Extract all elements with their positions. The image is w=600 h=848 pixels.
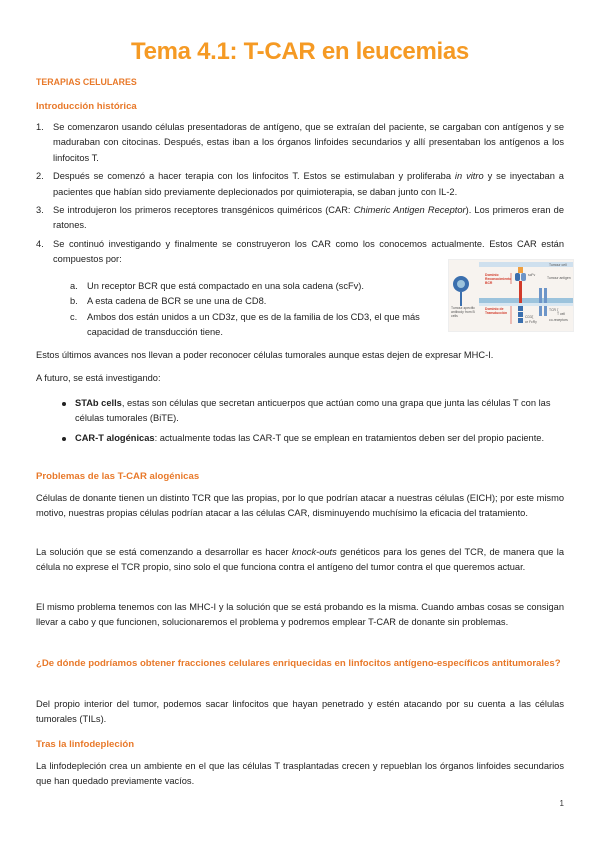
bullet-item	[58, 396, 564, 427]
bullet-bold: CAR-T alogénicas	[75, 432, 155, 443]
sub-list-letter: a.	[70, 281, 78, 291]
figure-label: TCR ζ	[549, 308, 559, 312]
paragraph-text-italic: knock-outs	[291, 547, 337, 557]
car-components-list	[70, 279, 442, 341]
list-text: Se introdujeron los primeros receptores transgénicos quiméricos (CAR:	[53, 205, 354, 216]
sub-list-item	[70, 294, 442, 309]
intro-list	[36, 120, 564, 268]
list-text: ). Los primeros eran de ratones.	[53, 205, 565, 231]
lympho-paragraph: La linfodepleción crea un ambiente en el que las células T trasplantadas crecen y repueblan los órganos linfoides secundarios que han quedado previamente vacíos.	[36, 761, 564, 787]
figure-label: scFv	[528, 273, 536, 277]
paragraph-futuro: A futuro, se está investigando:	[36, 373, 161, 383]
question-paragraph: Del propio interior del tumor, podemos sacar linfocitos que hayan penetrado y estén atacando por su cuenta a las células tumorales (TILs).	[36, 699, 564, 725]
bullet-text: : actualmente todas las CAR-T que se emplean en tratamientos deben ser del propio paciente.	[154, 432, 545, 443]
problems-paragraph-3: El mismo problema tenemos con las MHC-I y la solución que se está probando es la misma. Cuando ambas cosas se consigan llevar a cabo y que funcionen, solucionaremos el problema y podremos emplear T-CAR de donante sin problemas.	[36, 602, 564, 628]
figure-label: Dominio	[485, 273, 499, 277]
figure-label: Tumour-specific antibody from B cells	[451, 306, 475, 318]
figure-label: Reconocimiento	[485, 277, 512, 281]
figure-label: CD3ζ	[525, 315, 534, 319]
paragraph-mhc: Estos últimos avances nos llevan a poder reconocer células tumorales aunque estas dejen de expresar MHC-I.	[36, 350, 494, 360]
sub-list-letter: b.	[70, 296, 78, 307]
figure-label: co-receptors	[549, 318, 568, 322]
bullet-bold: STAb cells	[75, 398, 122, 408]
sub-list-item	[70, 310, 442, 341]
figure-label: T cell	[557, 312, 566, 316]
figure-label: Dominio de Transducción	[485, 307, 508, 315]
figure-label: Tumour cell	[549, 263, 567, 267]
intro-heading: Introducción histórica	[36, 101, 137, 112]
problems-heading: Problemas de las T-CAR alogénicas	[36, 471, 200, 482]
paragraph-text: genéticos para los genes del TCR, de manera que la célula no exprese el TCR propio, sino solo el que funciona contra el antígeno del tumor contra el que queremos actuar.	[36, 547, 564, 573]
figure-label: or FcRγ	[525, 320, 537, 324]
sub-list-letter: c.	[70, 311, 78, 322]
bullet-text: , estas son células que secretan anticuerpos que actúan como una grapa que junta las células T con las células tumorales (BiTE).	[75, 398, 551, 424]
lympho-heading: Tras la linfodepleción	[36, 739, 135, 750]
bullet-dot	[62, 402, 66, 406]
list-item	[36, 120, 564, 166]
list-text: y se inyectaban a pacientes que habían sido previamente deplecionados por quimioterapia, se daban junto con IL-2.	[53, 171, 564, 197]
list-text-italic: in vitro	[454, 171, 484, 182]
list-item	[36, 203, 564, 234]
car-diagram-figure	[448, 259, 574, 332]
bullet-dot	[62, 437, 66, 441]
list-number: 2.	[36, 171, 44, 182]
list-item	[36, 169, 564, 200]
page-title: Tema 4.1: T-CAR en leucemias	[131, 38, 469, 65]
list-number: 3.	[36, 205, 44, 216]
paragraph-text: La solución que se está comenzando a desarrollar es hacer	[36, 547, 292, 557]
page-number: 1	[559, 799, 564, 808]
sub-list-text: Un receptor BCR que está compactado en una sola cadena (scFv).	[87, 281, 364, 291]
figure-label: Tumour antigen	[547, 276, 571, 280]
sub-list-item	[70, 279, 442, 294]
sub-list-text: A esta cadena de BCR se une una de CD8.	[87, 296, 267, 307]
car-stalk	[519, 281, 522, 303]
sub-list-text: Ambos dos están unidos a un CD3z, que es de la familia de los CD3, el que más capacidad de transducción tiene.	[87, 311, 420, 338]
research-bullets	[58, 396, 564, 446]
figure-label: BCR	[485, 281, 493, 285]
section-heading: TERAPIAS CELULARES	[36, 77, 137, 87]
list-text: Se comenzaron usando células presentadoras de antígeno, que se extraían del paciente, se cargaban con antígenos y se maduraban con citocinas. Después, estas iban a los órganos linfoides secundarios y allí presentaban los antígenos a los linfocitos T.	[53, 122, 564, 163]
antigen-shape	[518, 267, 523, 273]
tcell-membrane	[479, 298, 573, 303]
scfv-shape	[515, 273, 520, 281]
problems-paragraph-2	[36, 545, 564, 576]
list-number: 1.	[36, 122, 44, 132]
list-text-italic: Chimeric Antigen Receptor	[353, 205, 466, 216]
list-number: 4.	[36, 238, 44, 249]
question-heading: ¿De dónde podríamos obtener fracciones celulares enriquecidas en linfocitos antígeno-específicos antitumorales?	[36, 658, 561, 669]
list-text: Después se comenzó a hacer terapia con los linfocitos T. Estos se estimulaban y proliferaba	[53, 171, 455, 182]
bullet-item	[58, 431, 564, 446]
list-text: Se continuó investigando y finalmente se construyeron los CAR como los conocemos actualmente. Estos CAR están compuestos por:	[53, 238, 564, 265]
problems-paragraph-1: Células de donante tienen un distinto TCR que las propias, por lo que podrían atacar a nuestras células (EICH); por este mismo motivo, nuestras propias células podrían atacar a las células CAR, disminuyendo muchísimo la eficacia del tratamiento.	[36, 493, 564, 519]
